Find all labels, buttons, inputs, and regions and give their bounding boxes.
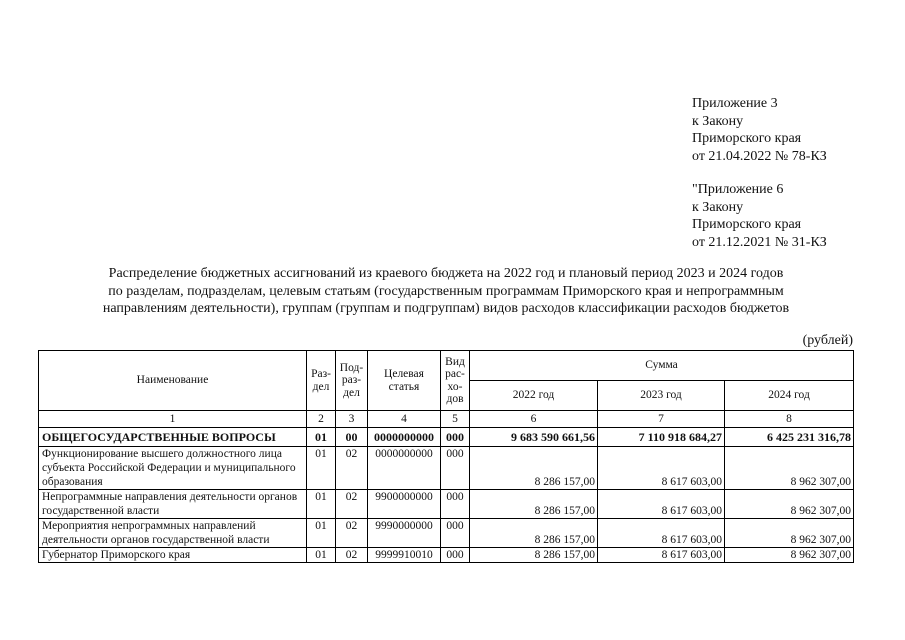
budget-table [38,350,854,563]
row-amount-2023: 7 110 918 684,27 [598,428,725,447]
column-number: 8 [725,411,854,428]
row-target: 0000000000 [368,447,441,490]
row-amount-2024: 6 425 231 316,78 [725,428,854,447]
row-name: Губернатор Приморского края [39,548,307,563]
appendix-line: к Закону [692,199,744,215]
column-number: 3 [336,411,368,428]
appendix-original-law [692,181,827,251]
title-line: направлениям деятельности), группам (группам и подгруппам) видов расходов классификации расходов бюджетов [102,301,790,316]
row-section: 01 [307,428,336,447]
column-number: 1 [39,411,307,428]
row-amount-2024: 8 962 307,00 [725,490,854,519]
row-type: 000 [441,548,470,563]
column-number: 2 [307,411,336,428]
appendix-line: к Закону [692,113,744,129]
row-amount-2023: 8 617 603,00 [598,490,725,519]
title-line: Распределение бюджетных ассигнований из краевого бюджета на 2022 год и плановый период 2023 и 2024 годов [108,266,784,281]
header-target-article: Целевая статья [368,351,441,411]
row-amount-2022: 8 286 157,00 [470,490,598,519]
row-subsection: 02 [336,548,368,563]
row-amount-2022: 8 286 157,00 [470,548,598,563]
header-year-2024: 2024 год [725,381,854,411]
table-row [39,519,854,548]
header-expense-type: Вид рас- хо- дов [441,351,470,411]
row-target: 9900000000 [368,490,441,519]
row-subsection: 00 [336,428,368,447]
table-row [39,428,854,447]
column-number: 6 [470,411,598,428]
row-type: 000 [441,490,470,519]
header-section: Раз- дел [307,351,336,411]
row-type: 000 [441,428,470,447]
row-name: Функционирование высшего должностного лица субъекта Российской Федерации и муниципального образования [39,447,307,490]
row-type: 000 [441,447,470,490]
column-number-row [39,411,854,428]
row-type: 000 [441,519,470,548]
appendix-current-law [692,95,827,165]
row-amount-2023: 8 617 603,00 [598,447,725,490]
row-subsection: 02 [336,490,368,519]
appendix-line: "Приложение 6 [692,182,784,197]
title-line: по разделам, подразделам, целевым статьям (государственным программам Приморского края и непрограммным [108,283,784,299]
row-name: Мероприятия непрограммных направлений деятельности органов государственной власти [39,519,307,548]
row-amount-2022: 8 286 157,00 [470,447,598,490]
row-amount-2024: 8 962 307,00 [725,519,854,548]
table-row [39,447,854,490]
row-target: 9999910010 [368,548,441,563]
appendix-line: Приложение 3 [692,96,778,111]
row-name: ОБЩЕГОСУДАРСТВЕННЫЕ ВОПРОСЫ [39,428,307,447]
row-name: Непрограммные направления деятельности органов государственной власти [39,490,307,519]
row-amount-2023: 8 617 603,00 [598,519,725,548]
header-subsection: Под- раз- дел [336,351,368,411]
row-section: 01 [307,490,336,519]
row-target: 9990000000 [368,519,441,548]
row-section: 01 [307,447,336,490]
row-amount-2022: 9 683 590 661,56 [470,428,598,447]
units-label: (рублей) [802,333,853,348]
row-amount-2024: 8 962 307,00 [725,447,854,490]
table-row [39,490,854,519]
header-name: Наименование [39,351,307,411]
row-subsection: 02 [336,447,368,490]
row-subsection: 02 [336,519,368,548]
appendix-line: от 21.12.2021 № 31-КЗ [692,234,827,250]
row-target: 0000000000 [368,428,441,447]
header-sum: Сумма [470,351,854,381]
row-section: 01 [307,548,336,563]
table-row [39,548,854,563]
appendix-line: Приморского края [692,131,802,146]
column-number: 5 [441,411,470,428]
header-year-2023: 2023 год [598,381,725,411]
column-number: 7 [598,411,725,428]
row-amount-2022: 8 286 157,00 [470,519,598,548]
row-section: 01 [307,519,336,548]
appendix-line: от 21.04.2022 № 78-КЗ [692,148,827,164]
document-title [40,265,852,318]
header-year-2022: 2022 год [470,381,598,411]
column-number: 4 [368,411,441,428]
appendix-line: Приморского края [692,217,802,232]
row-amount-2024: 8 962 307,00 [725,548,854,563]
row-amount-2023: 8 617 603,00 [598,548,725,563]
